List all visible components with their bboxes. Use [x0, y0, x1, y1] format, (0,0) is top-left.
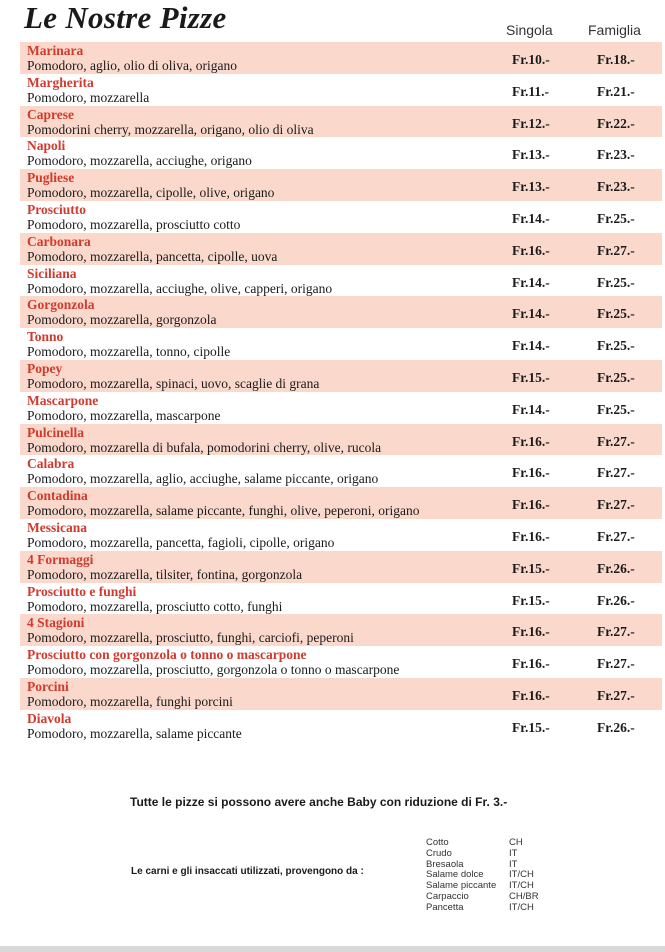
pizza-name: Porcini	[27, 678, 69, 694]
price-family: Fr.22.-	[597, 115, 635, 131]
meat-type: Bresaola	[426, 858, 464, 870]
price-family: Fr.26.-	[597, 560, 635, 576]
pizza-row	[20, 265, 662, 297]
pizza-ingredients: Pomodoro, mozzarella, prosciutto cotto, funghi	[27, 598, 283, 614]
pizza-ingredients: Pomodoro, mozzarella, pancetta, fagioli, cipolle, origano	[27, 534, 335, 550]
pizza-name: Pugliese	[27, 170, 75, 186]
price-single: Fr.15.-	[512, 592, 550, 608]
pizza-ingredients: Pomodoro, aglio, olio di oliva, origano	[27, 58, 237, 73]
price-family: Fr.25.-	[597, 210, 635, 226]
price-single: Fr.15.-	[512, 369, 550, 385]
pizza-row	[20, 42, 662, 74]
pizza-name: Calabra	[27, 456, 75, 472]
price-single: Fr.16.-	[512, 624, 550, 640]
pizza-ingredients: Pomodoro, mozzarella di bufala, pomodorini cherry, olive, rucola	[27, 439, 382, 455]
price-single: Fr.16.-	[512, 528, 550, 544]
pizza-name: Prosciutto	[27, 201, 86, 217]
pizza-name: 4 Stagioni	[27, 615, 85, 631]
pizza-ingredients: Pomodoro, mozzarella	[27, 89, 150, 105]
price-single: Fr.14.-	[512, 401, 550, 417]
pizza-row	[20, 455, 662, 487]
pizza-row	[20, 710, 662, 742]
pizza-ingredients: Pomodoro, mozzarella, pancetta, cipolle, uova	[27, 248, 278, 264]
price-single: Fr.13.-	[512, 147, 550, 163]
column-header-family: Famiglia	[588, 22, 641, 38]
pizza-name: Carbonara	[27, 233, 91, 249]
pizza-ingredients: Pomodoro, mozzarella, prosciutto cotto	[27, 216, 241, 232]
page-title: Le Nostre Pizze	[24, 0, 227, 35]
pizza-name: Napoli	[27, 138, 66, 154]
price-family: Fr.27.-	[597, 497, 635, 513]
price-single: Fr.16.-	[512, 687, 550, 703]
price-single: Fr.14.-	[512, 210, 550, 226]
pizza-ingredients: Pomodorini cherry, mozzarella, origano, olio di oliva	[27, 121, 314, 137]
pizza-row	[20, 74, 662, 106]
pizza-name: Pulcinella	[27, 424, 84, 440]
price-family: Fr.25.-	[597, 369, 635, 385]
pizza-ingredients: Pomodoro, mozzarella, salame piccante, funghi, olive, peperoni, origano	[27, 503, 420, 519]
pizza-name: Gorgonzola	[27, 297, 95, 313]
pizza-ingredients: Pomodoro, mozzarella, mascarpone	[27, 407, 221, 423]
pizza-row	[20, 583, 662, 615]
price-family: Fr.21.-	[597, 83, 635, 99]
pizza-name: Diavola	[27, 710, 72, 726]
price-family: Fr.18.-	[597, 52, 635, 67]
pizza-row	[20, 328, 662, 360]
origin-note: Le carni e gli insaccati utilizzati, provengono da :	[131, 866, 364, 877]
pizza-row	[20, 137, 662, 169]
meat-origin: CH	[509, 837, 523, 848]
pizza-ingredients: Pomodoro, mozzarella, gorgonzola	[27, 312, 217, 328]
price-family: Fr.23.-	[597, 179, 635, 195]
pizza-name: Margherita	[27, 74, 94, 90]
meat-type: Salame piccante	[426, 880, 497, 892]
pizza-name: Siciliana	[27, 265, 77, 281]
pizza-name: Messicana	[27, 519, 87, 535]
meat-origin-table	[426, 838, 546, 914]
price-single: Fr.16.-	[512, 656, 550, 672]
price-family: Fr.25.-	[597, 338, 635, 354]
price-single: Fr.10.-	[512, 52, 550, 67]
pizza-row	[20, 392, 662, 424]
price-family: Fr.25.-	[597, 306, 635, 322]
pizza-name: Prosciutto con gorgonzola o tonno o mascarpone	[27, 647, 307, 663]
price-single: Fr.14.-	[512, 274, 550, 290]
pizza-name: 4 Formaggi	[27, 551, 94, 567]
price-single: Fr.16.-	[512, 497, 550, 513]
pizza-row	[20, 519, 662, 551]
price-family: Fr.25.-	[597, 401, 635, 417]
pizza-name: Contadina	[27, 488, 88, 504]
pizza-menu-list	[20, 42, 662, 742]
meat-origin: IT/CH	[509, 880, 534, 892]
pizza-row	[20, 233, 662, 265]
pizza-row	[20, 614, 662, 646]
meat-type: Cotto	[426, 837, 449, 848]
pizza-row	[20, 169, 662, 201]
pizza-name: Prosciutto e funghi	[27, 583, 137, 599]
pizza-ingredients: Pomodoro, mozzarella, funghi porcini	[27, 693, 233, 709]
price-single: Fr.16.-	[512, 433, 550, 449]
price-single: Fr.15.-	[512, 560, 550, 576]
pizza-row	[20, 360, 662, 392]
pizza-name: Popey	[27, 360, 63, 376]
meat-origin: CH/BR	[509, 890, 539, 902]
price-family: Fr.27.-	[597, 624, 635, 640]
meat-origin: IT/CH	[509, 901, 534, 913]
price-family: Fr.23.-	[597, 147, 635, 163]
price-single: Fr.13.-	[512, 179, 550, 195]
meat-origin: IT	[509, 858, 518, 870]
pizza-ingredients: Pomodoro, mozzarella, tonno, cipolle	[27, 344, 231, 360]
meat-type: Crudo	[426, 847, 452, 859]
pizza-ingredients: Pomodoro, mozzarella, cipolle, olive, origano	[27, 185, 275, 201]
price-single: Fr.16.-	[512, 242, 550, 258]
price-family: Fr.27.-	[597, 687, 635, 703]
meat-type: Carpaccio	[426, 890, 469, 902]
page-bottom-bar	[0, 946, 665, 952]
pizza-ingredients: Pomodoro, mozzarella, aglio, acciughe, salame piccante, origano	[27, 471, 379, 487]
origin-row	[426, 903, 546, 914]
baby-note: Tutte le pizze si possono avere anche Baby con riduzione di Fr. 3.-	[130, 795, 508, 809]
meat-origin: IT	[509, 847, 518, 859]
origin-row	[426, 849, 546, 860]
price-single: Fr.15.-	[512, 719, 550, 735]
pizza-row	[20, 424, 662, 456]
price-single: Fr.11.-	[512, 83, 549, 99]
price-single: Fr.14.-	[512, 306, 550, 322]
pizza-row	[20, 487, 662, 519]
price-family: Fr.26.-	[597, 592, 635, 608]
price-family: Fr.25.-	[597, 274, 635, 290]
price-family: Fr.26.-	[597, 719, 635, 735]
price-single: Fr.14.-	[512, 338, 550, 354]
column-header-single: Singola	[506, 22, 553, 38]
pizza-row	[20, 551, 662, 583]
pizza-ingredients: Pomodoro, mozzarella, prosciutto, gorgonzola o tonno o mascarpone	[27, 662, 400, 678]
price-family: Fr.27.-	[597, 465, 635, 481]
meat-type: Salame dolce	[426, 869, 484, 881]
price-single: Fr.16.-	[512, 465, 550, 481]
meat-origin: IT/CH	[509, 869, 534, 881]
pizza-row	[20, 646, 662, 678]
pizza-row	[20, 678, 662, 710]
pizza-ingredients: Pomodoro, mozzarella, prosciutto, funghi, carciofi, peperoni	[27, 630, 354, 646]
price-family: Fr.27.-	[597, 433, 635, 449]
pizza-name: Marinara	[27, 43, 84, 58]
pizza-row	[20, 106, 662, 138]
pizza-row	[20, 201, 662, 233]
pizza-name: Tonno	[27, 329, 64, 345]
price-single: Fr.12.-	[512, 115, 550, 131]
pizza-row	[20, 296, 662, 328]
price-family: Fr.27.-	[597, 656, 635, 672]
pizza-ingredients: Pomodoro, mozzarella, acciughe, olive, capperi, origano	[27, 280, 333, 296]
pizza-ingredients: Pomodoro, mozzarella, salame piccante	[27, 725, 242, 741]
pizza-ingredients: Pomodoro, mozzarella, tilsiter, fontina, gorgonzola	[27, 566, 303, 582]
price-family: Fr.27.-	[597, 528, 635, 544]
meat-type: Pancetta	[426, 901, 464, 913]
pizza-name: Caprese	[27, 106, 74, 122]
pizza-ingredients: Pomodoro, mozzarella, acciughe, origano	[27, 153, 252, 169]
price-family: Fr.27.-	[597, 242, 635, 258]
pizza-ingredients: Pomodoro, mozzarella, spinaci, uovo, scaglie di grana	[27, 375, 320, 391]
pizza-name: Mascarpone	[27, 392, 99, 408]
